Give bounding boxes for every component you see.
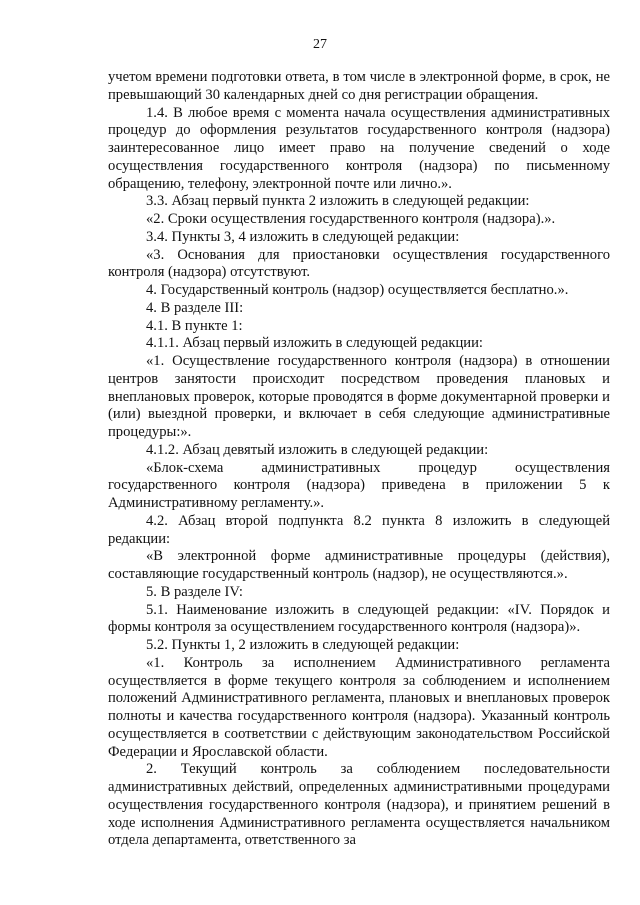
page-number: 27 bbox=[313, 37, 327, 52]
paragraph: 4. Государственный контроль (надзор) осуществляется бесплатно.». bbox=[146, 282, 569, 298]
paragraph: 3.3. Абзац первый пункта 2 изложить в следующей редакции: bbox=[146, 193, 530, 210]
paragraph: 4.1. В пункте 1: bbox=[146, 317, 243, 334]
paragraph: «2. Сроки осуществления государственного контроля (надзора).». bbox=[146, 211, 556, 227]
paragraph: «1. Осуществление государственного контроля (надзора) в отношении центров занятости происходит посредством проведения плановых и внеплановых проверок, которые проводятся в форме документарной проверки и (или) выездной проверки, и включает в себя следующие административные процедуры:». bbox=[108, 353, 610, 440]
document-body bbox=[108, 69, 610, 850]
paragraph: 5. В разделе IV: bbox=[146, 583, 243, 600]
paragraph: «1. Контроль за исполнением Административного регламента осуществляется в форме текущего контроля за соблюдением и исполнением положений Административного регламента, плановых и внеплановых проверок полноты и качества государственного контроля (надзора). Указанный контроль осуществляется в соответствии с действующим законодательством Российской Федерации и Ярославской области. bbox=[108, 654, 610, 760]
paragraph: «3. Основания для приостановки осуществления государственного контроля (надзора) отсутствуют. bbox=[108, 246, 610, 281]
paragraph: 1.4. В любое время с момента начала осуществления административных процедур до оформления результатов государственного контроля (надзора) заинтересованное лицо имеет право на получение сведений о ходе осуществления государственного контроля (надзора) по письменному обращению, телефону, электронной почте или лично.». bbox=[108, 104, 610, 192]
paragraph: 4.2. Абзац второй подпункта 8.2 пункта 8 изложить в следующей редакции: bbox=[108, 512, 610, 547]
paragraph: учетом времени подготовки ответа, в том числе в электронной форме, в срок, не превышающий 30 календарных дней со дня регистрации обращения. bbox=[108, 69, 610, 103]
paragraph: «Блок-схема административных процедур осуществления государственного контроля (надзора) приведена в приложении 5 к Административному регламенту.». bbox=[108, 459, 610, 511]
paragraph: «В электронной форме административные процедуры (действия), составляющие государственный контроль (надзор), не осуществляются.». bbox=[108, 548, 610, 582]
paragraph: 4.1.1. Абзац первый изложить в следующей редакции: bbox=[146, 335, 483, 352]
paragraph: 4. В разделе III: bbox=[146, 299, 244, 316]
paragraph: 4.1.2. Абзац девятый изложить в следующей редакции: bbox=[146, 441, 489, 458]
paragraph: 3.4. Пункты 3, 4 изложить в следующей редакции: bbox=[146, 228, 460, 245]
paragraph: 5.2. Пункты 1, 2 изложить в следующей редакции: bbox=[146, 637, 460, 653]
paragraph: 5.1. Наименование изложить в следующей редакции: «IV. Порядок и формы контроля за осуществлением государственного контроля (надзора)». bbox=[108, 601, 610, 636]
paragraph: 2. Текущий контроль за соблюдением последовательности административных действий, определенных административными процедурами осуществления государственного контроля (надзора), и принятием решений в ходе исполнения Административного регламента осуществляется начальником отдела департамента, ответственного за bbox=[108, 761, 610, 849]
